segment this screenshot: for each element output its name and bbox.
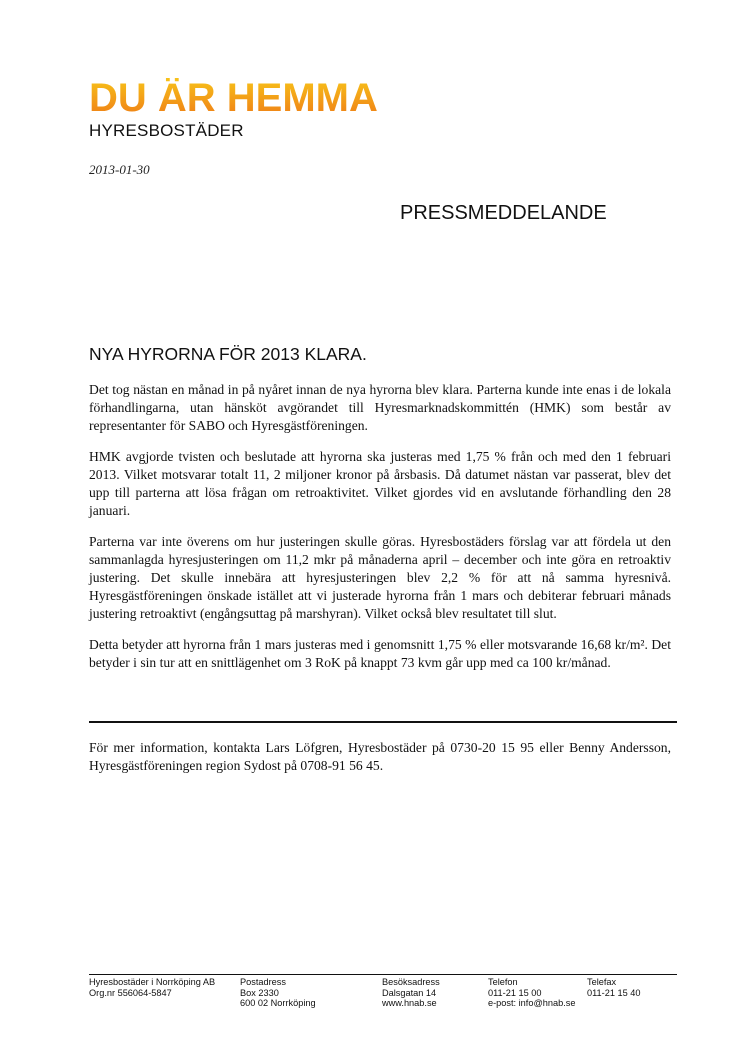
paragraph: Det tog nästan en månad in på nyåret innan de nya hyrorna blev klara. Parterna kunde inte enas i de lokala förhandlingarna, utan hänsköt avgörandet till Hyresmarknadskommittén (HMK) som består av representanter för SABO och Hyresgästföreningen. [89, 382, 671, 433]
footer-visit [382, 977, 440, 1009]
footer-visit-label: Besöksadress [382, 977, 440, 987]
document-type: PRESSMEDDELANDE [400, 202, 607, 224]
footer-org-number: Org.nr 556064-5847 [89, 987, 172, 998]
footer-phone [488, 977, 575, 1009]
footer-email-link[interactable]: e-post: info@hnab.se [488, 998, 576, 1008]
footer-postal-label: Postadress [240, 977, 286, 987]
footer-fax-number: 011-21 15 40 [587, 987, 641, 998]
footer-postal-box: Box 2330 [240, 987, 279, 998]
paragraph: Detta betyder att hyrorna från 1 mars justeras med i genomsnitt 1,75 % eller motsvarande 16,68 kr/m². Det betyder i sin tur att en snittlägenhet om 3 RoK på knappt 73 kvm går upp med ca 100 kr/månad. [89, 637, 671, 670]
body-text [89, 381, 671, 685]
footer-website-link[interactable]: www.hnab.se [382, 998, 437, 1008]
footer-fax [587, 977, 640, 998]
footer-postal [240, 977, 316, 1009]
divider [89, 721, 677, 723]
footer-phone-number: 011-21 15 00 [488, 987, 542, 998]
contact-info: För mer information, kontakta Lars Löfgren, Hyresbostäder på 0730-20 15 95 eller Benny Andersson, Hyresgästföreningen region Sydost på 0708-91 56 45. [89, 740, 671, 773]
paragraph: Parterna var inte överens om hur justeringen skulle göras. Hyresbostäders förslag var att fördela ut den sammanlagda hyresjusteringen om 11,2 mkr på månaderna april – december och inte göra en retroaktiv justering. Det skulle innebära att hyresjusteringen blev 2,2 % för att nå samma hyresnivå. Hyresgästföreningen önskade istället att vi justerade hyrorna från 1 mars och debiterar februari månads justering retroaktivt (engångsuttag på marshyran). Vilket också blev resultatet till slut. [89, 534, 671, 621]
page-title: NYA HYRORNA FÖR 2013 KLARA. [89, 344, 367, 364]
footer-fax-label: Telefax [587, 977, 617, 987]
footer-visit-street: Dalsgatan 14 [382, 987, 437, 998]
footer-postal-city: 600 02 Norrköping [240, 998, 316, 1008]
logo-title: DU ÄR HEMMA [89, 76, 378, 120]
footer-company [89, 977, 215, 998]
paragraph: HMK avgjorde tvisten och beslutade att hyrorna ska justeras med 1,75 % från och med den 1 februari 2013. Vilket motsvarar totalt 11, 2 miljoner kronor på årsbasis. Då datumet nästan var passerat, blev det upp till parterna att lösa frågan om retroaktivitet. Vilket gjordes vid en avslutande förhandling den 28 januari. [89, 449, 671, 518]
footer-company-name: Hyresbostäder i Norrköping AB [89, 977, 216, 987]
logo-subtitle: HYRESBOSTÄDER [89, 121, 244, 140]
footer-phone-label: Telefon [488, 977, 518, 987]
document-date: 2013-01-30 [89, 162, 150, 177]
footer-divider [89, 974, 677, 975]
